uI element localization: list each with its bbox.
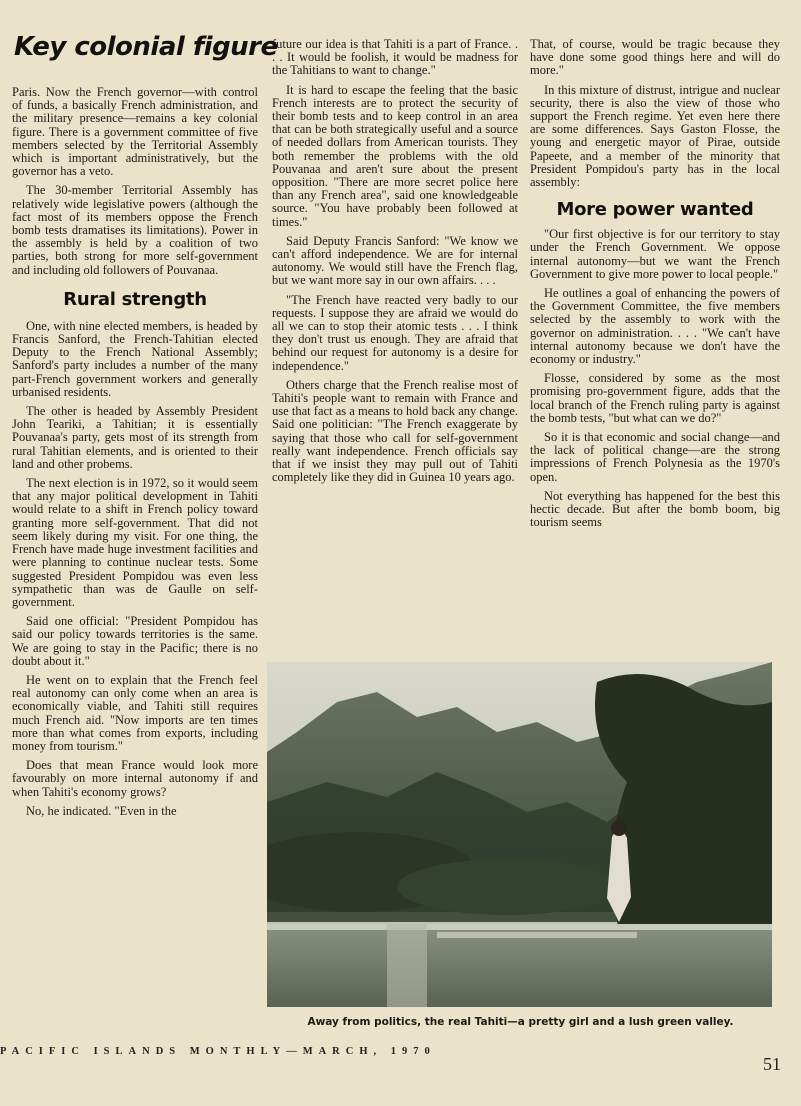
column-2 xyxy=(272,38,518,491)
paragraph: "The French have reacted very badly to our requests. I suppose they are afraid we would do all we can to stop their atomic tests . . . I think they don't trust us enough. They are afraid that behind our request for autonomy is a desire for independence." xyxy=(272,292,518,373)
headline: Key colonial figure xyxy=(14,32,278,62)
valley-photo xyxy=(267,662,772,1007)
paragraph: It is hard to escape the feeling that the basic French interests are to protect the security of their bomb tests and to keep control in an area that can be both strategically useful and a source of needed dollars from American tourists. They both remember the problems with the old Pouvanaa and aren't sure about the present opposition. "There are more secret police here than any French area", said one knowledgeable source. "You have probably been followed at times." xyxy=(272,82,518,229)
column-1 xyxy=(12,86,258,824)
paragraph: Others charge that the French realise most of Tahiti's people want to remain with France and use that fact as a means to hold back any change. Said one politician: "The French exaggerate by saying that those who call for self-government really want independence. French officials say that if we insist they may pull out of Tahiti completely like they did in Guinea 10 years ago. xyxy=(272,377,518,485)
paragraph: One, with nine elected members, is headed by Francis Sanford, the French-Tahitian elected Deputy to the French National Assembly; Sanford's party includes a number of the many part-French government workers and generally urbanised residents. xyxy=(12,318,258,399)
valley-photo-illustration xyxy=(267,662,772,1007)
paragraph: The 30-member Territorial Assembly has relatively wide legislative powers (although the fact most of its members oppose the French bomb tests dramatises its limitations). Power in the assembly is held by a coalition of two parties, both strong for more self-government and including old followers of Pouvanaa. xyxy=(12,183,258,277)
paragraph: He went on to explain that the French feel real autonomy can only come when an area is economically viable, and Tahiti still requires much French aid. "Now imports are ten times more than what comes from exports, including money from tourism." xyxy=(12,672,258,753)
footer-publication-line: PACIFIC ISLANDS MONTHLY—MARCH, 1970 xyxy=(0,1046,436,1057)
paragraph: So it is that economic and social change—and the lack of political change—are the strong impressions of French Polynesia as the 1970's open. xyxy=(530,430,780,484)
paragraph: Said Deputy Francis Sanford: "We know we can't afford independence. We are for internal autonomy. We would still have the French flag, but we want more say in our own affairs. . . . xyxy=(272,233,518,288)
paragraph: Does that mean France would look more favourably on more internal autonomy if and when Tahiti's economy grows? xyxy=(12,758,258,799)
paragraph: Flosse, considered by some as the most promising pro-government figure, adds that the local branch of the French ruling party is against the bomb tests, "but what can we do?" xyxy=(530,371,780,425)
paragraph: The other is headed by Assembly President John Teariki, a Tahitian; it is essentially Pouvanaa's party, gets most of its strength from rural Tahitian elements, and is oriented to their land and other probems. xyxy=(12,404,258,471)
paragraph: Said one official: "President Pompidou has said our policy towards territories is the same. We are going to stay in the Pacific; there is no doubt about it." xyxy=(12,614,258,668)
paragraph: He outlines a goal of enhancing the powers of the Government Committee, the five members selected by the assembly to work with the governor on administration. . . . "We can't have internal autonomy because we don't have the economy or industry." xyxy=(530,286,780,367)
subhead-more-power-wanted: More power wanted xyxy=(556,199,754,221)
paragraph: In this mixture of distrust, intrigue and nuclear security, there is also the view of those who support the French regime. Yet even here there are some differences. Says Gaston Flosse, the young and energetic mayor of Pirae, outside Papeete, and a member of the minority that President Pompidou's party has in the local assembly: xyxy=(530,82,780,190)
subhead-rural-strength: Rural strength xyxy=(63,288,207,310)
paragraph: No, he indicated. "Even in the xyxy=(26,803,177,818)
column-3 xyxy=(530,38,780,536)
paragraph: Not everything has happened for the best this hectic decade. But after the bomb boom, big tourism seems xyxy=(530,488,780,530)
paragraph: That, of course, would be tragic because they have done some good things here and will do more." xyxy=(530,37,780,78)
photo-caption: Away from politics, the real Tahiti—a pretty girl and a lush green valley. xyxy=(307,1016,734,1028)
page-number: 51 xyxy=(763,1054,781,1074)
paragraph: future our idea is that Tahiti is a part of France. . . . It would be foolish, it would be madness for the Tahitians to want to change." xyxy=(272,37,518,78)
paragraph: "Our first objective is for our territory to stay under the French Government. We oppose internal autonomy—but we want the French Government to give more power to local people." xyxy=(530,227,780,281)
paragraph: The next election is in 1972, so it would seem that any major political development in Tahiti would relate to a shift in French policy toward granting more self-government. That did not seem likely during my visit. For one thing, the French have made huge investment facilities and were planning to continue nuclear tests. Some suggested President Pompidou was even less sympathetic than was de Gaulle on self-government. xyxy=(12,476,258,609)
paragraph: Paris. Now the French governor—with control of funds, a basically French administration, and the military presence—remains a key colonial figure. There is a government committee of five members selected by the Territorial Assembly which is important administratively, but the governor has a veto. xyxy=(12,85,258,179)
